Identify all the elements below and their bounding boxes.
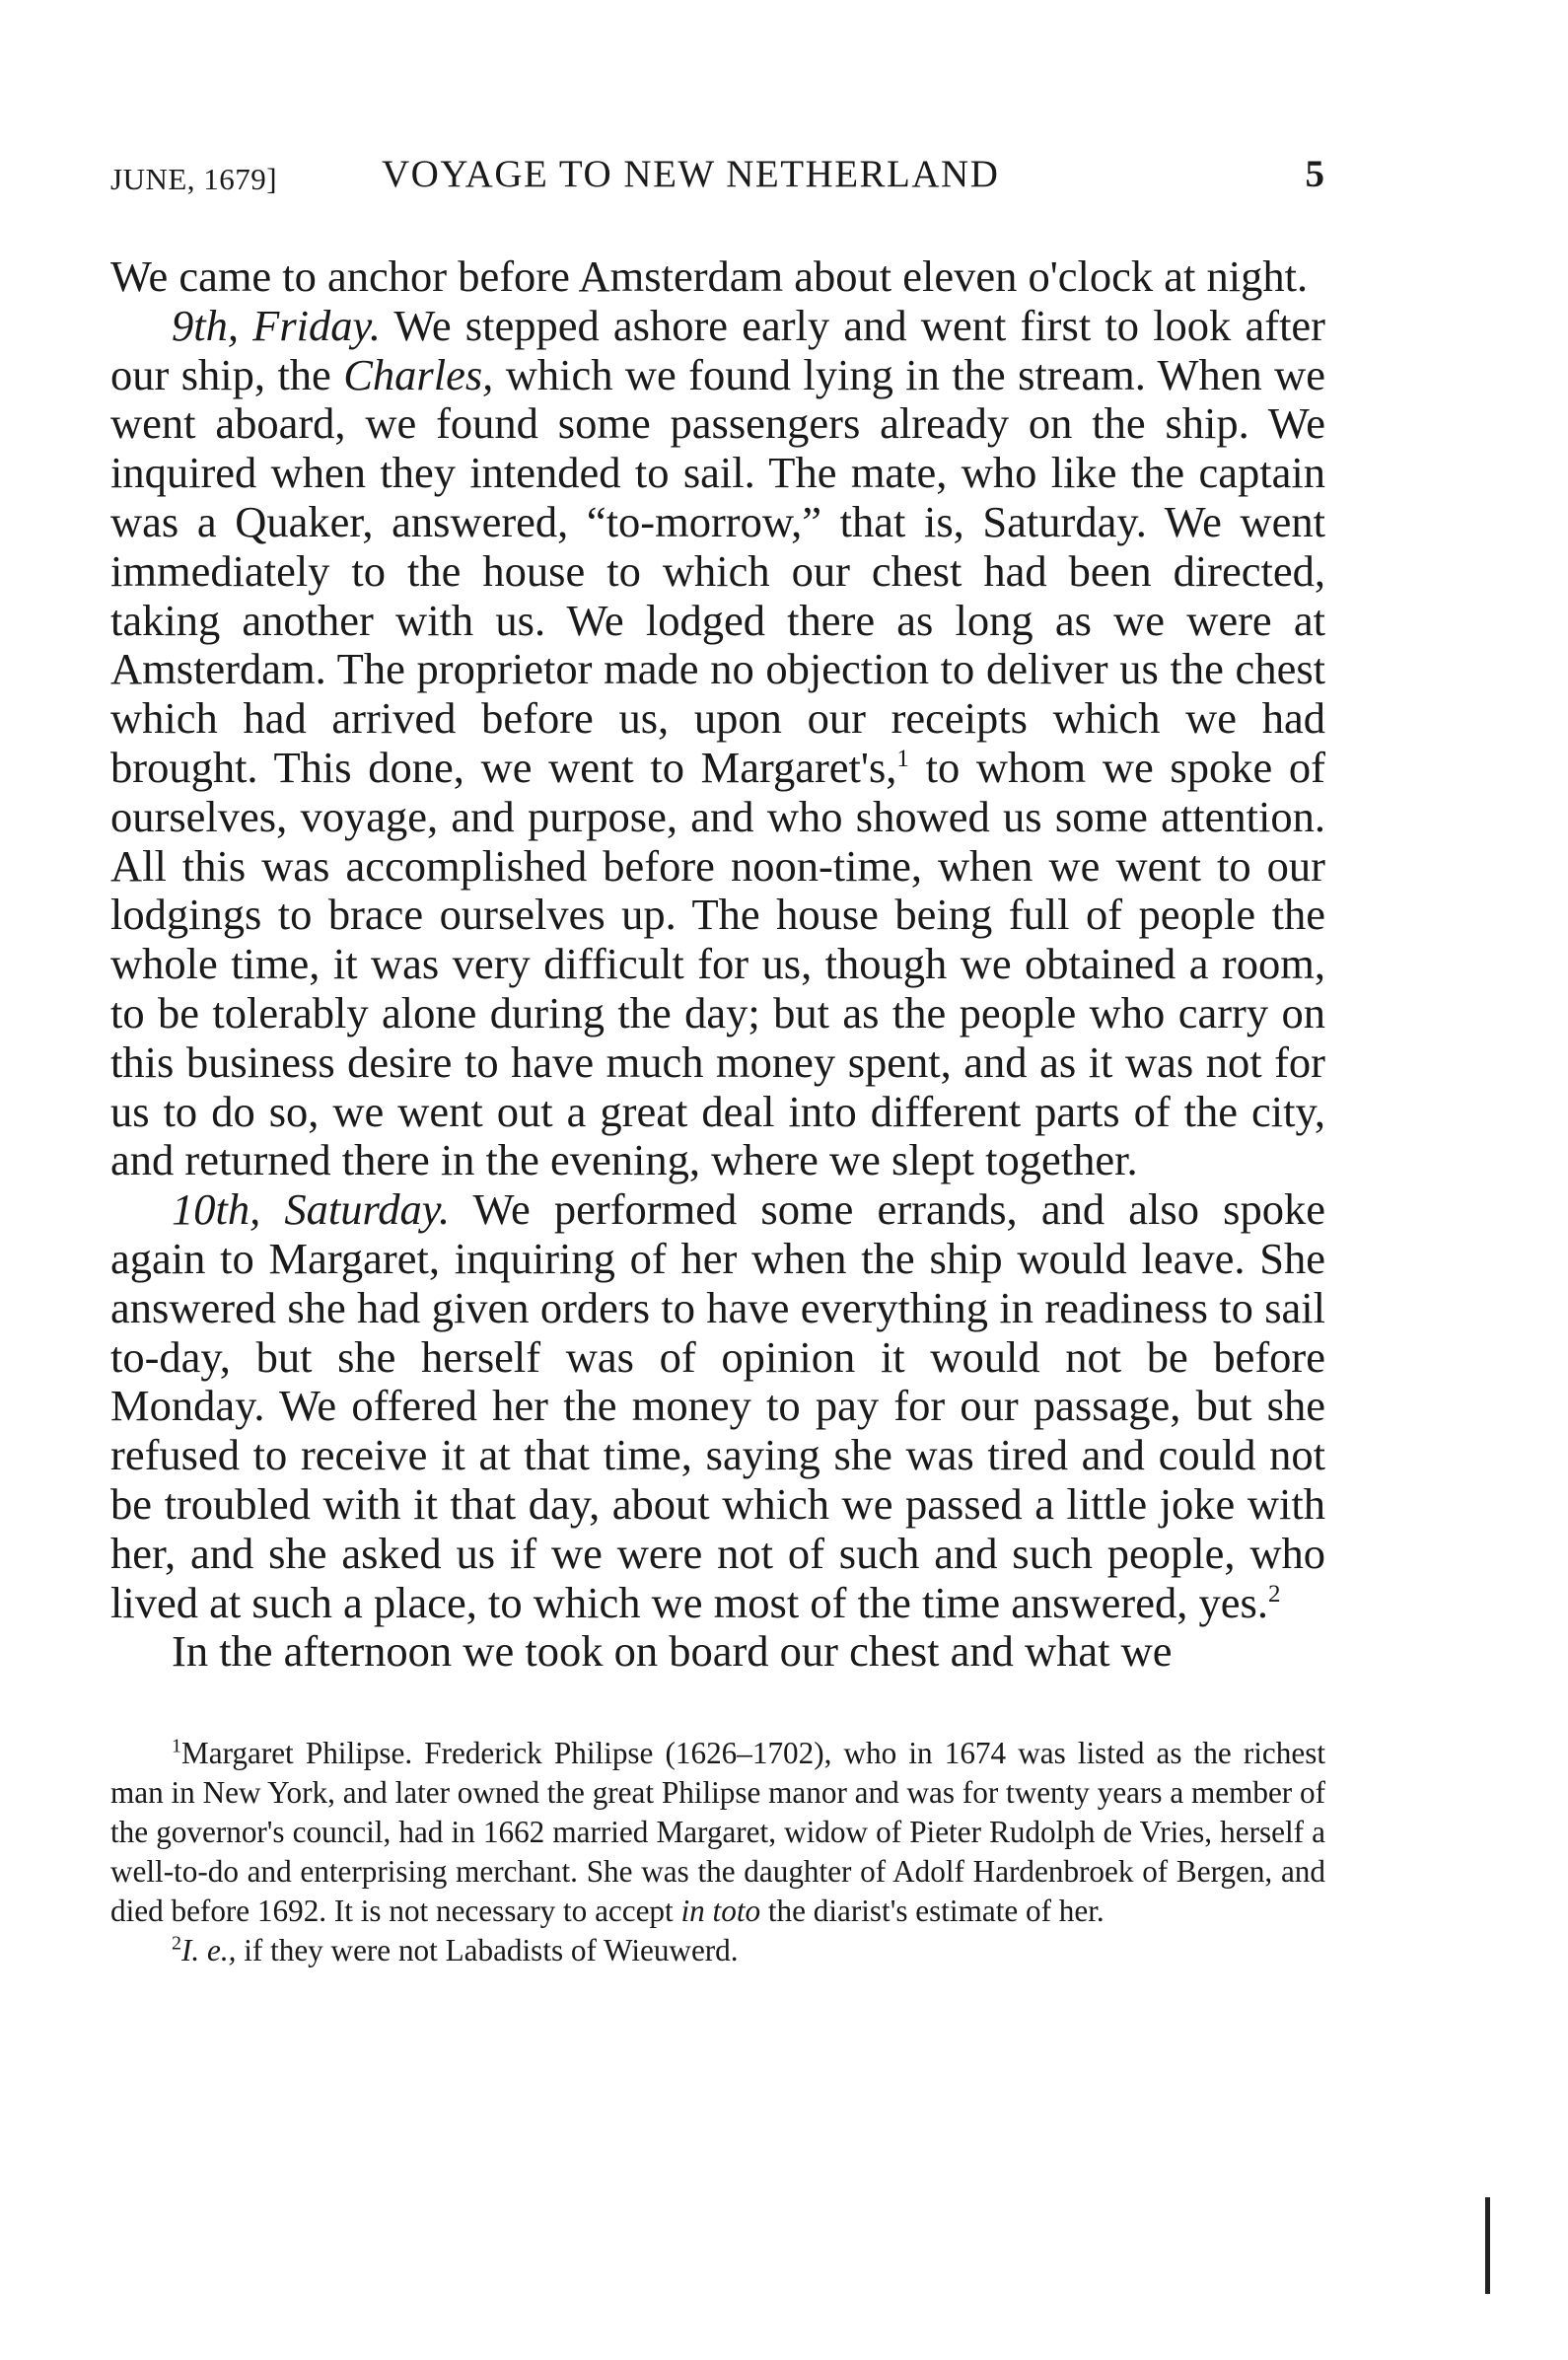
footnote-2 [110, 1931, 1325, 1970]
footnote-2-text: if they were not Labadists of Wieuwerd. [236, 1933, 739, 1968]
footnote-1-text-b: the diarist's estimate of her. [760, 1894, 1105, 1929]
entry-date-9th: 9th, Friday. [172, 300, 381, 350]
footnote-2-italic: I. e., [181, 1933, 237, 1968]
paragraph-4: In the afternoon we took on board our chest and what we [172, 1626, 1173, 1677]
body-text [110, 252, 1325, 1677]
footnotes [110, 1734, 1325, 1970]
scan-edge-mark [1485, 2197, 1490, 2294]
paragraph-2 [110, 302, 1325, 1185]
entry-date-10th: 10th, Saturday. [172, 1184, 451, 1235]
paragraph-1: We came to anchor before Amsterdam about eleven o'clock at night. [110, 251, 1309, 301]
paragraph-3-text-a: We performed some errands, and also spoke again to Margaret, inquiring of her when the ship would leave. She answered she had given orders to have everything in readiness to sail to-day, but she herself was of opinion it would not be before Monday. We offered her the money to pay for our passage, but she refused to receive it at that time, saying she was tired and could not be troubled with it that day, about which we passed a little joke with her, and she asked us if we were not of such and such people, who lived at such a place, to which we most of the time answered, yes. [110, 1184, 1325, 1627]
footnote-ref-1[interactable]: 1 [896, 746, 909, 773]
footnote-1-text-a: Margaret Philipse. Frederick Philipse (1626–1702), who in 1674 was listed as the richest man in New York, and later owned the great Philipse manor and was for twenty years a member of the governor's council, had in 1662 married Margaret, widow of Pieter Rudolph de Vries, herself a well-to-do and enterprising merchant. She was the daughter of Adolf Hardenbroek of Bergen, and died before 1692. It is not necessary to accept [110, 1736, 1325, 1929]
footnote-1-mark: 1 [172, 1735, 181, 1757]
footnote-2-mark: 2 [172, 1932, 181, 1955]
paragraph-2-text-b: which we found lying in the stream. When we went aboard, we found some passengers already on the ship. We inquired when they intended to sail. The mate, who like the captain was a Quaker, answered, “to-morrow,” that is, Saturday. We went immediately to the house to which our chest had been directed, taking another with us. We lodged there as long as we were at Amsterdam. The proprietor made no objection to deliver us the chest which had arrived before us, upon our receipts which we had brought. This done, we went to Margaret's, [110, 349, 1325, 792]
ship-name: Charles, [343, 349, 494, 399]
paragraph-3 [110, 1185, 1325, 1627]
footnote-1 [110, 1734, 1325, 1931]
page-number: 5 [1305, 153, 1325, 195]
paragraph-2-text-c: to whom we spoke of ourselves, voyage, and purpose, and who showed us some attention. All this was accomplished before noon-time, when we went to our lodgings to brace ourselves up. The house being full of people the whole time, it was very difficult for us, though we obtained a room, to be tolerably alone during the day; but as the people who carry on this business desire to have much money spent, and as it was not for us to do so, we went out a great deal into different parts of the city, and returned there in the evening, where we slept together. [110, 742, 1325, 1185]
header-date: JUNE, 1679] [110, 162, 278, 196]
header-title: VOYAGE TO NEW NETHERLAND [382, 153, 1000, 195]
running-head [110, 148, 1325, 207]
footnote-ref-2[interactable]: 2 [1267, 1580, 1281, 1608]
paragraph-2-text-a: We stepped ashore early and went first to look after our ship, the [110, 300, 1326, 399]
footnote-1-italic: in toto [680, 1894, 761, 1929]
book-page [110, 148, 1325, 1970]
